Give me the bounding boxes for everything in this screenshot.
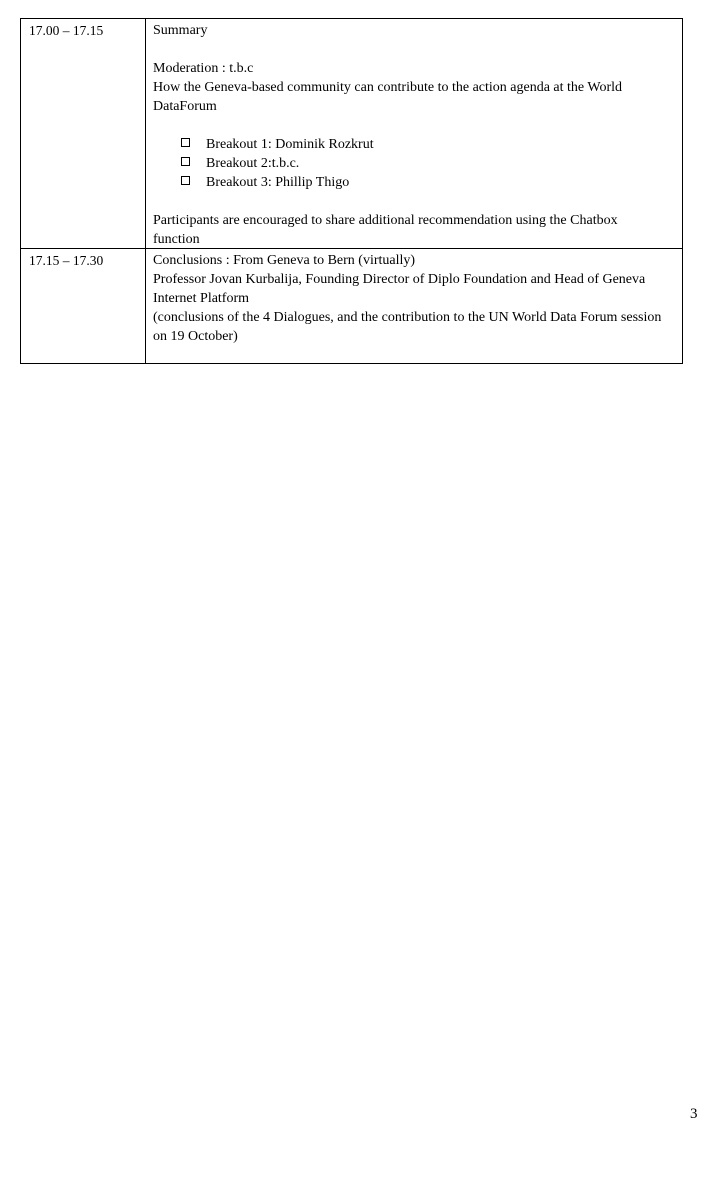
session-detail: (conclusions of the 4 Dialogues, and the contribution to the UN World Data Forum session on 19 October) <box>153 310 662 344</box>
square-bullet-icon <box>181 157 190 166</box>
time-slot: 17.00 – 17.15 <box>29 23 104 38</box>
moderation-text: Moderation : t.b.c <box>153 61 254 76</box>
session-title: Summary <box>153 23 208 38</box>
agenda-row-summary <box>21 19 683 249</box>
time-slot: 17.15 – 17.30 <box>29 253 104 268</box>
speaker-text: Professor Jovan Kurbalija, Founding Director of Diplo Foundation and Head of Geneva Internet Platform <box>153 272 646 306</box>
list-item <box>181 154 666 173</box>
list-item <box>181 173 666 192</box>
list-item <box>181 135 666 154</box>
square-bullet-icon <box>181 176 190 185</box>
session-cell <box>146 249 683 364</box>
agenda-row-conclusions <box>21 249 683 364</box>
breakout-label: Breakout 3: Phillip Thigo <box>206 175 350 190</box>
breakout-label: Breakout 1: Dominik Rozkrut <box>206 137 374 152</box>
page-number: 3 <box>690 1106 698 1122</box>
time-cell <box>21 19 146 249</box>
breakout-label: Breakout 2:t.b.c. <box>206 156 300 171</box>
participants-note: Participants are encouraged to share additional recommendation using the Chatbox function <box>153 213 618 247</box>
square-bullet-icon <box>181 138 190 147</box>
agenda-table <box>20 18 683 364</box>
time-cell <box>21 249 146 364</box>
session-cell <box>146 19 683 249</box>
breakout-list <box>153 135 666 192</box>
session-title: Conclusions : From Geneva to Bern (virtually) <box>153 253 416 268</box>
session-question: How the Geneva-based community can contribute to the action agenda at the World DataForum <box>153 80 623 114</box>
